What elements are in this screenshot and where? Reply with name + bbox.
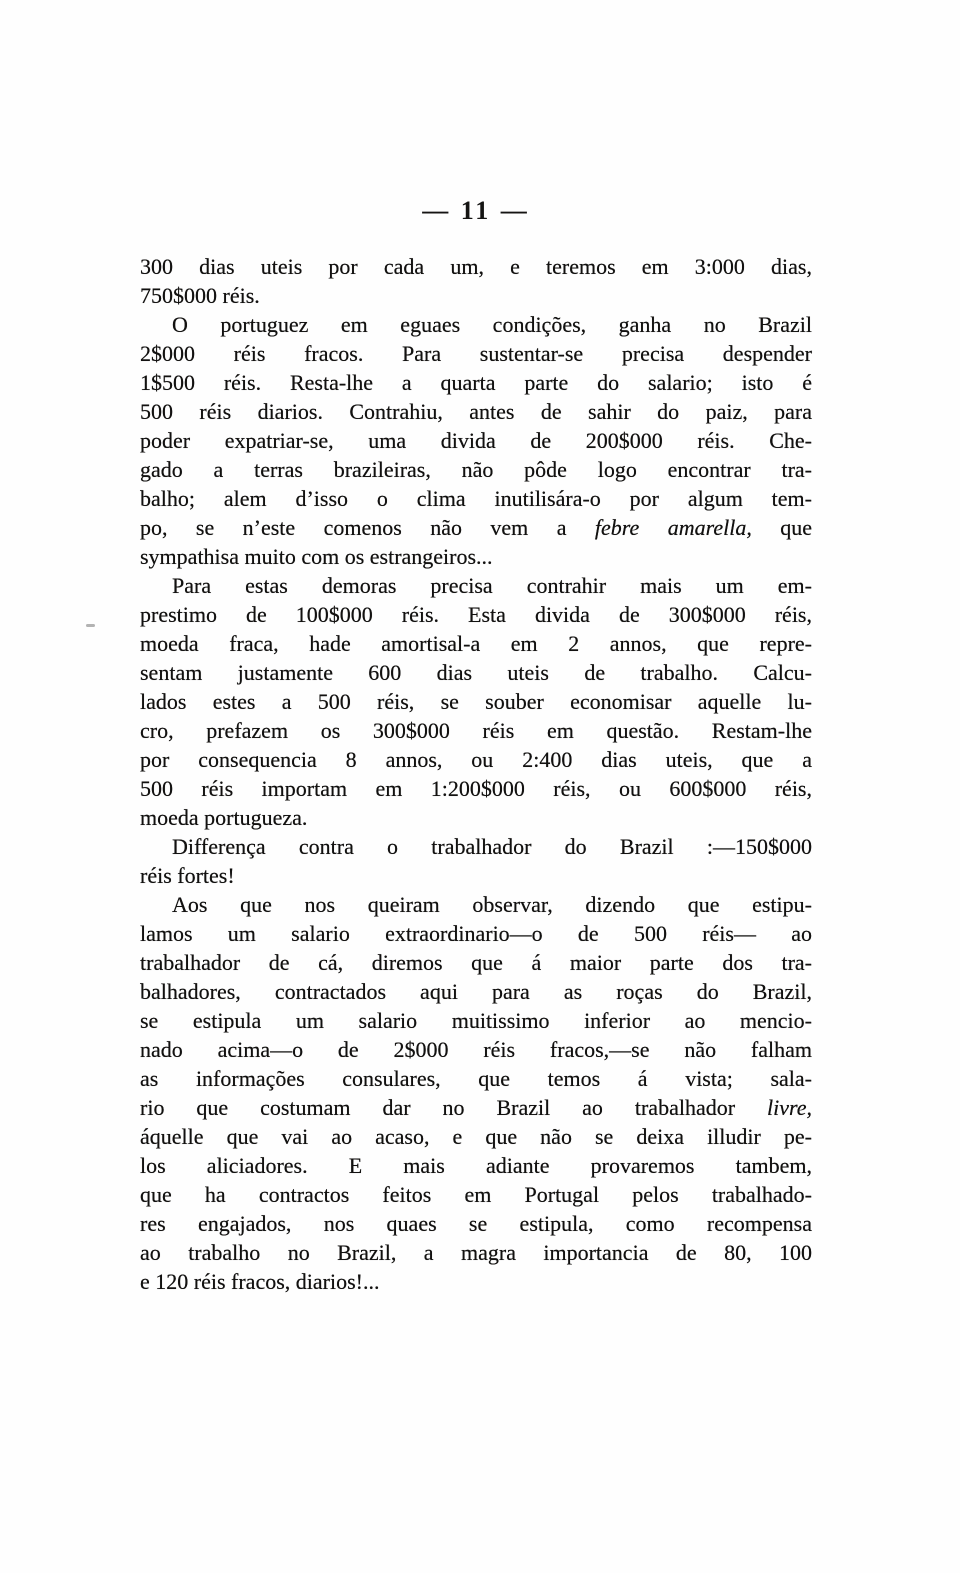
text-line	[140, 571, 812, 600]
text-line	[140, 745, 812, 774]
text-segment: sentam justamente 600 dias uteis de trabalho. Calcu-	[140, 660, 812, 685]
text-line	[140, 426, 812, 455]
text-line	[140, 1238, 812, 1267]
text-segment: moeda fraca, hade amortisal-a em 2 annos, que repre-	[140, 631, 812, 656]
text-line	[140, 977, 812, 1006]
text-line	[140, 774, 812, 803]
text-segment: trabalhador de cá, diremos que á maior parte dos tra-	[140, 950, 812, 975]
text-line	[140, 484, 812, 513]
text-line	[140, 890, 812, 919]
text-segment: gado a terras brazileiras, não pôde logo encontrar tra-	[140, 457, 812, 482]
text-line	[140, 281, 812, 310]
text-segment: prestimo de 100$000 réis. Esta divida de 300$000 réis,	[140, 602, 812, 627]
text-line	[140, 339, 812, 368]
text-segment: ao trabalho no Brazil, a magra importancia de 80, 100	[140, 1240, 812, 1265]
text-segment: Differença contra o trabalhador do Brazil :—150$000	[172, 834, 812, 859]
text-line	[140, 919, 812, 948]
text-line	[140, 397, 812, 426]
text-line	[140, 832, 812, 861]
italic-text-segment: livre,	[767, 1095, 812, 1120]
text-line	[140, 310, 812, 339]
text-line	[140, 1035, 812, 1064]
text-segment: 750$000 réis.	[140, 283, 260, 308]
text-segment: Para estas demoras precisa contrahir mais um em-	[172, 573, 812, 598]
text-line	[140, 455, 812, 484]
text-segment: balhadores, contractados aqui para as roças do Brazil,	[140, 979, 812, 1004]
paragraph	[140, 571, 812, 832]
text-segment: O portuguez em eguaes condições, ganha no Brazil	[172, 312, 812, 337]
text-segment: Aos que nos queiram observar, dizendo que estipu-	[172, 892, 812, 917]
text-segment: nado acima—o de 2$000 réis fracos,—se não falham	[140, 1037, 812, 1062]
text-segment: e 120 réis fracos, diarios!...	[140, 1269, 380, 1294]
text-segment: réis fortes!	[140, 863, 235, 888]
text-line	[140, 513, 812, 542]
text-line	[140, 861, 812, 890]
text-line	[140, 687, 812, 716]
text-segment: que ha contractos feitos em Portugal pelos trabalhado-	[140, 1182, 812, 1207]
text-line	[140, 252, 812, 281]
italic-text-segment: febre amarella,	[594, 515, 752, 540]
text-line	[140, 1209, 812, 1238]
page-number: — 11 —	[422, 196, 530, 225]
text-segment: por consequencia 8 annos, ou 2:400 dias uteis, que a	[140, 747, 812, 772]
text-segment: po, se n’este comenos não vem a	[140, 515, 595, 540]
text-segment: rio que costumam dar no Brazil ao trabalhador	[140, 1095, 767, 1120]
text-line	[140, 716, 812, 745]
text-line	[140, 1151, 812, 1180]
text-segment: poder expatriar-se, uma divida de 200$000 réis. Che-	[140, 428, 812, 453]
text-segment: 500 réis diarios. Contrahiu, antes de sahir do paiz, para	[140, 399, 812, 424]
text-segment: 1$500 réis. Resta-lhe a quarta parte do salario; isto é	[140, 370, 812, 395]
text-segment: sympathisa muito com os estrangeiros...	[140, 544, 493, 569]
text-segment: áquelle que vai ao acaso, e que não se deixa illudir pe-	[140, 1124, 812, 1149]
scan-margin-artifact	[86, 624, 95, 627]
text-line	[140, 803, 812, 832]
text-line	[140, 1267, 812, 1296]
text-line	[140, 1180, 812, 1209]
text-segment: 500 réis importam em 1:200$000 réis, ou 600$000 réis,	[140, 776, 812, 801]
text-line	[140, 948, 812, 977]
text-segment: res engajados, nos quaes se estipula, como recompensa	[140, 1211, 812, 1236]
text-segment: se estipula um salario muitissimo inferior ao mencio-	[140, 1008, 812, 1033]
text-line	[140, 658, 812, 687]
paragraph	[140, 310, 812, 571]
text-line	[140, 1006, 812, 1035]
paragraph	[140, 252, 812, 310]
text-segment: moeda portugueza.	[140, 805, 308, 830]
text-segment: lados estes a 500 réis, se souber economisar aquelle lu-	[140, 689, 812, 714]
text-block	[140, 252, 812, 1296]
text-segment: lamos um salario extraordinario—o de 500 réis— ao	[140, 921, 812, 946]
text-segment: as informações consulares, que temos á vista; sala-	[140, 1066, 812, 1091]
text-segment: los aliciadores. E mais adiante provaremos tambem,	[140, 1153, 812, 1178]
text-line	[140, 1093, 812, 1122]
text-line	[140, 629, 812, 658]
text-line	[140, 542, 812, 571]
text-segment: balho; alem d’isso o clima inutilisára-o por algum tem-	[140, 486, 812, 511]
text-line	[140, 1122, 812, 1151]
paragraph	[140, 890, 812, 1296]
text-segment: que	[751, 515, 813, 540]
text-line	[140, 1064, 812, 1093]
paragraph	[140, 832, 812, 890]
text-segment: cro, prefazem os 300$000 réis em questão. Restam-lhe	[140, 718, 812, 743]
text-segment: 300 dias uteis por cada um, e teremos em 3:000 dias,	[140, 254, 812, 279]
text-segment: 2$000 réis fracos. Para sustentar-se precisa despender	[140, 341, 812, 366]
text-line	[140, 368, 812, 397]
text-line	[140, 600, 812, 629]
